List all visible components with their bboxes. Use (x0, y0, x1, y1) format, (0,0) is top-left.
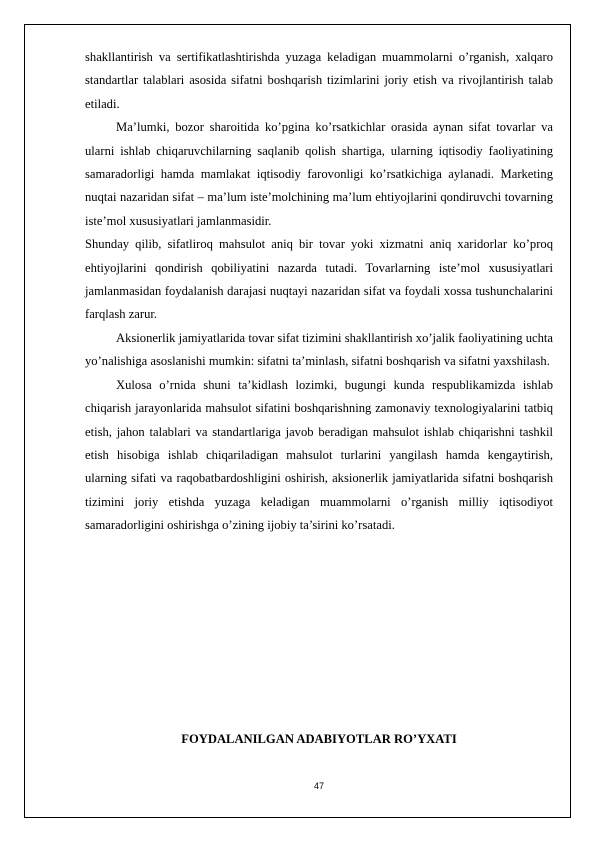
page-number: 47 (313, 781, 324, 791)
paragraph-continuation: shakllantirish va sertifikatlashtirishda yuzaga keladigan muammolarni o’rganish, xalqaro standartlar talablari asosida sifatni boshqarish tizimlarini joriy etish va rivojlantirish talab etiladi. (85, 50, 553, 111)
paragraph-quality-definition: Ma’lumki, bozor sharoitida ko’pgina ko’rsatkichlar orasida aynan sifat tovarlar va ularni ishlab chiqaruvchilarning saqlanib qolish shartiga, ularning iqtisodiy faoliyatining samaradorligi hamda mamlakat iqtisodiy farovonligi ko’rsatkichiga aylanadi. Marketing nuqtai nazaridan sifat – ma’lum iste’molchining ma’lum ehtiyojlarini qondiruvchi tovarning iste’mol xususiyatlari jamlanmasidir. (85, 120, 553, 228)
page-body (85, 46, 553, 538)
paragraph-quality-vs-utility: Shunday qilib, sifatliroq mahsulot aniq bir tovar yoki xizmatni aniq xaridorlar ko’proq ehtiyojlarini qondirish qobiliyatini nazarda tutadi. Tovarlarning iste’mol xususiyatlari jamlanmasidan foydalanish darajasi nuqtayi nazaridan sifat va foydali xossa tushunchalarini farqlash zarur. (85, 237, 553, 322)
paragraph-conclusion: Xulosa o’rnida shuni ta’kidlash lozimki, bugungi kunda respublikamizda ishlab chiqarish jarayonlarida mahsulot sifatini boshqarishning zamonaviy texnologiyalarini tatbiq etish, jahon talablari va standartlariga javob beradigan mahsulot ishlab chiqarishni tashkil etish hisobiga ishlab chiqariladigan mahsulot turlarini yangilash hamda kengaytirish, ularning sifati va raqobatbardoshligini oshirish, aksionerlik jamiyatlarida sifatni boshqarish tizimini joriy etishda yuzaga keladigan muammolarni o’rganish milliy iqtisodiyot samaradorligini oshirishga o’zining ijobiy ta’sirini ko’rsatadi. (85, 377, 553, 533)
references-heading: FOYDALANILGAN ADABIYOTLAR RO’YXATI (181, 732, 457, 746)
paragraph-quality-system-directions: Aksionerlik jamiyatlarida tovar sifat tizimini shakllantirish xo’jalik faoliyatining uchta yo’nalishiga asoslanishi mumkin: sifatni ta’minlash, sifatni boshqarish va sifatni yaxshilash. (85, 330, 553, 369)
